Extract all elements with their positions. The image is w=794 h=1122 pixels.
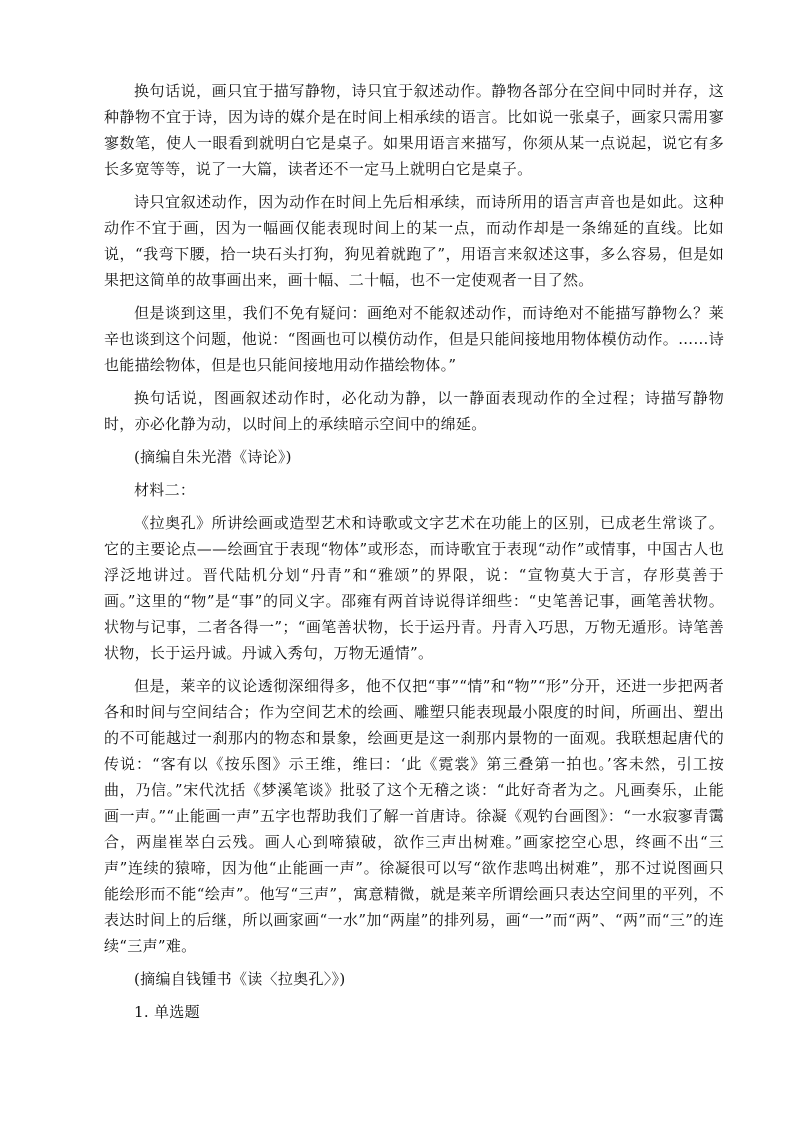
material-2-heading: 材料二： (134, 481, 196, 499)
paragraph-3: 但是谈到这里，我们不免有疑问：画绝对不能叙述动作，而诗绝对不能描写静物么？莱辛也谈到这个问题，他说：“图画也可以模仿动作，但是只能间接地用物体模仿动作。……诗也能描绘物体，但是也只能间接地用动作描绘物体。” (104, 304, 724, 374)
paragraph-1: 换句话说，画只宜于描写静物，诗只宜于叙述动作。静物各部分在空间中同时并存，这种静物不宜于诗，因为诗的媒介是在时间上相承续的语言。比如说一张桌子，画家只需用寥寥数笔，使人一眼看到就明白它是桌子。如果用语言来描写，你须从某一点说起，说它有多长多宽等等，说了一大篇，读者还不一定马上就明白它是桌子。 (104, 82, 724, 178)
paragraph-4: 换句话说，图画叙述动作时，必化动为静，以一静面表现动作的全过程；诗描写静物时，亦必化静为动，以时间上的承续暗示空间中的绵延。 (104, 389, 724, 433)
paragraph-6: 但是，莱辛的议论透彻深细得多，他不仅把“事”“情”和“物”“形”分开，还进一步把两者各和时间与空间结合；作为空间艺术的绘画、雕塑只能表现最小限度的时间，所画出、塑出的不可能越过一刹那内的物态和景象，绘画更是这一刹那内景物的一面观。我联想起唐代的传说：“客有以《按乐图》示王维，维曰：‘此《霓裳》第三叠第一拍也。’客未然，引工按曲，乃信。”宋代沈括《梦溪笔谈》批驳了这个无稽之谈：“此好奇者为之。凡画奏乐，止能画一声。”“止能画一声”五字也帮助我们了解一首唐诗。徐凝《观钓台画图》：“一水寂寥青霭合，两崖崔崒白云残。画人心到啼猿破，欲作三声出树难。”画家挖空心思，终画不出“三声”连续的猿啼，因为他“止能画一声”。徐凝很可以写“欲作悲鸣出树难”，那不过说图画只能绘形而不能“绘声”。他写“三声”，寓意精微，就是莱辛所谓绘画只表达空间里的平列，不表达时间上的后继，所以画家画“一水”加“两崖”的排列易，画“一”而“两”、“两”而“三”的连续“三声”难。 (104, 677, 724, 955)
paragraph-2: 诗只宜叙述动作，因为动作在时间上先后相承续，而诗所用的语言声音也是如此。这种动作不宜于画，因为一幅画仅能表现时间上的某一点，而动作却是一条绵延的直线。比如说，“我弯下腰，拾一块石头打狗，狗见着就跑了”，用语言来叙述这事，多么容易，但是如果把这简单的故事画出来，画十幅、二十幅，也不一定使观者一目了然。 (104, 193, 724, 289)
source-note-1: (摘编自朱光潜《诗论》) (134, 448, 292, 466)
question-heading: 1. 单选题 (134, 1003, 200, 1021)
source-note-2: (摘编自钱锺书《读〈拉奥孔〉》) (134, 970, 346, 988)
paragraph-5: 《拉奥孔》所讲绘画或造型艺术和诗歌或文字艺术在功能上的区别，已成老生常谈了。它的主要论点——绘画宜于表现“物体”或形态，而诗歌宜于表现“动作”或情事，中国古人也浮泛地讲过。晋代陆机分划“丹青”和“雅颂”的界限，说：“宣物莫大于言，存形莫善于画。”这里的“物”是“事”的同义字。邵雍有两首诗说得详细些：“史笔善记事，画笔善状物。状物与记事，二者各得一”；“画笔善状物，长于运丹青。丹青入巧思，万物无遁形。诗笔善状物，长于运丹诚。丹诚入秀句，万物无遁情”。 (104, 514, 724, 662)
document-body (104, 78, 724, 1032)
